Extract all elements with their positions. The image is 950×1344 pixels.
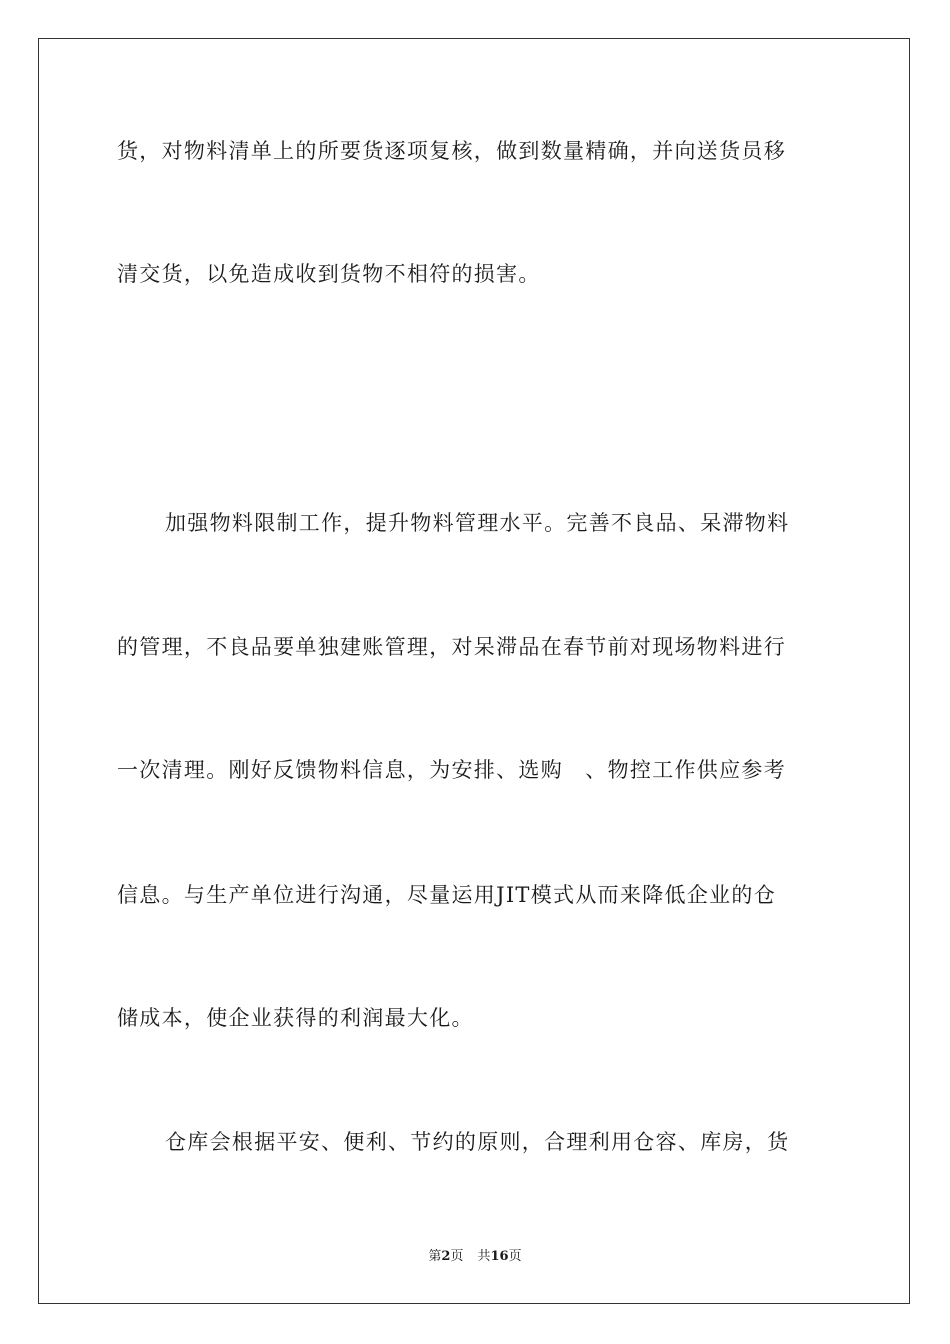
- page-footer: [0, 1248, 950, 1266]
- paragraph-start-line-3: 加强物料限制工作，提升物料管理水平。完善不良品、呆滞物料: [165, 511, 790, 535]
- footer-page-suffix: 页: [450, 1249, 464, 1264]
- page-border: [38, 38, 910, 1304]
- footer-total-pages: 16: [490, 1249, 509, 1264]
- footer-page-number: 2: [441, 1249, 451, 1264]
- footer-page-prefix: 第: [428, 1249, 442, 1264]
- text-line-5: 一次清理。刚好反馈物料信息，为安排、选购 、物控工作供应参考: [117, 758, 786, 782]
- paragraph-start-line-8: 仓库会根据平安、便利、节约的原则，合理利用仓容、库房，货: [165, 1130, 790, 1154]
- footer-total-suffix: 页: [508, 1249, 522, 1264]
- text-line-1: 货，对物料清单上的所要货逐项复核，做到数量精确，并向送货员移: [117, 139, 786, 163]
- text-line-2: 清交货，以免造成收到货物不相符的损害。: [117, 262, 541, 286]
- text-line-6: 信息。与生产单位进行沟通，尽量运用JIT模式从而来降低企业的仓: [117, 883, 777, 907]
- footer-total-prefix: 共: [477, 1249, 491, 1264]
- text-line-4: 的管理，不良品要单独建账管理，对呆滞品在春节前对现场物料进行: [117, 635, 786, 659]
- text-line-7: 储成本，使企业获得的利润最大化。: [117, 1006, 474, 1030]
